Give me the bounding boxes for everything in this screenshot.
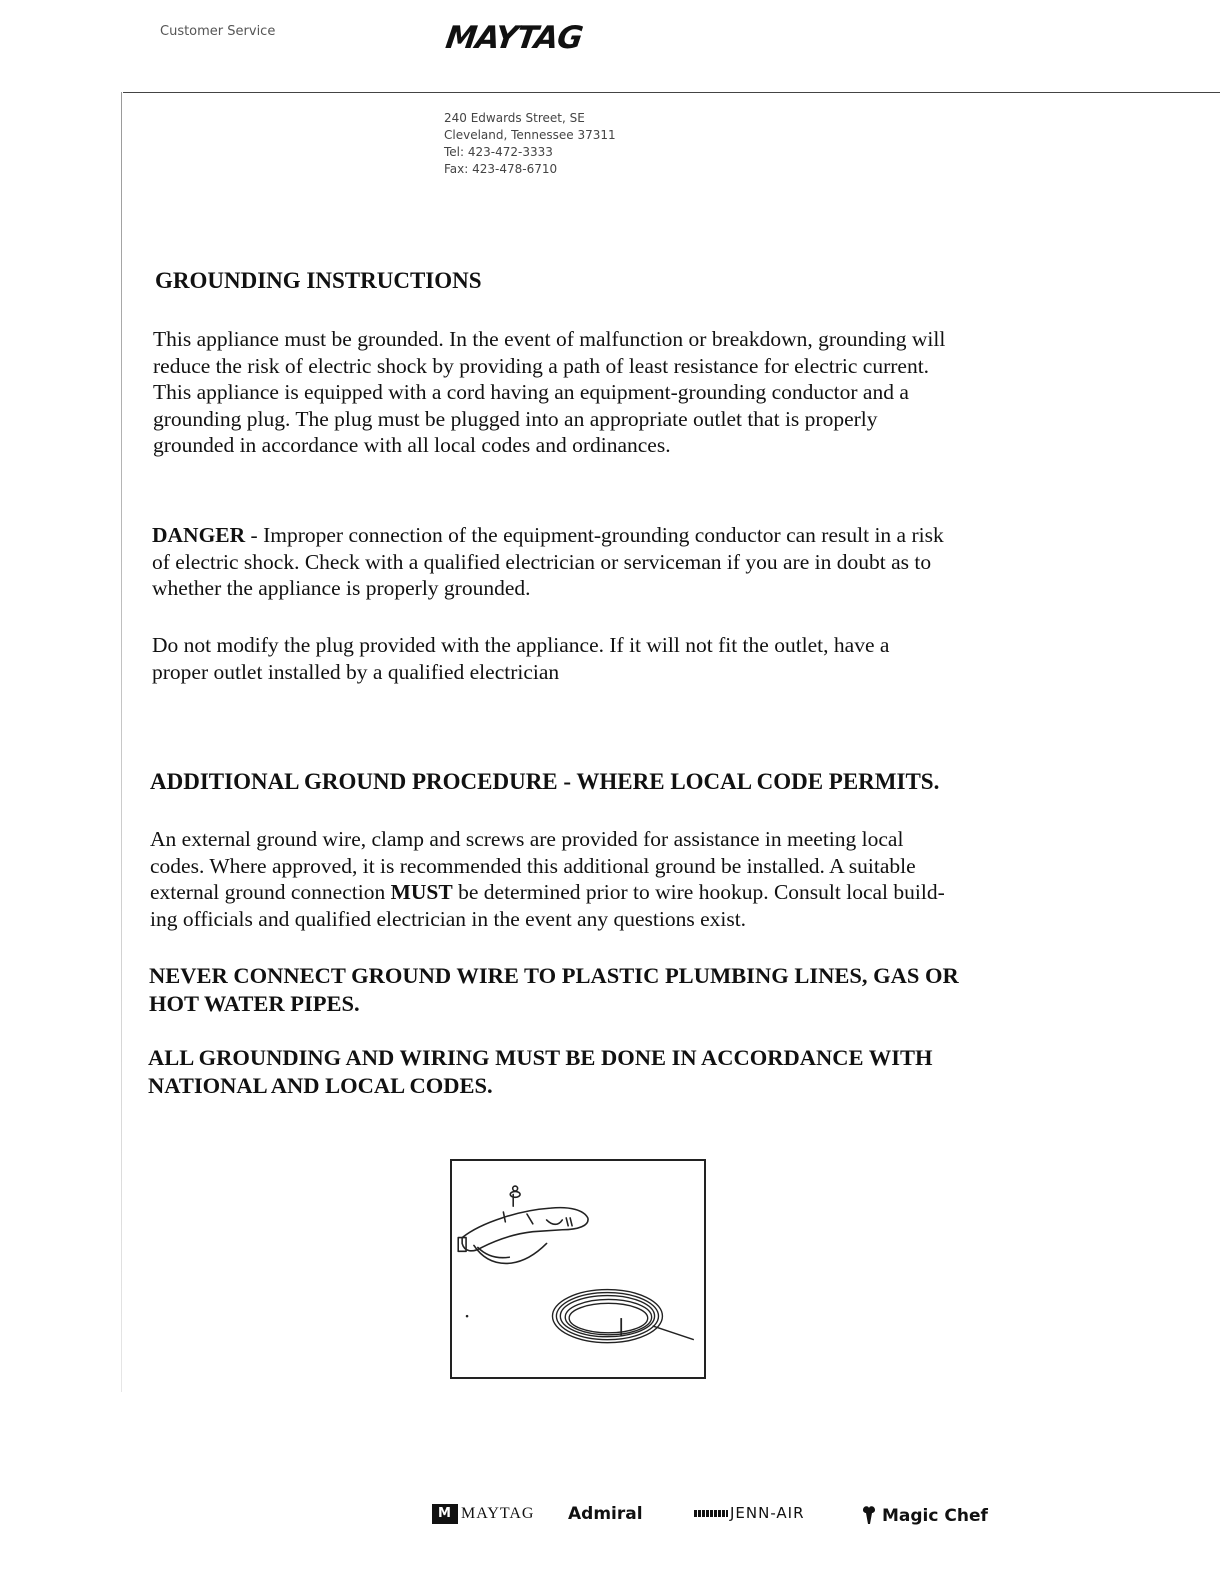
brand-name: JENN-AIR xyxy=(730,1504,805,1522)
address-block xyxy=(444,110,616,178)
text-line: ing officials and qualified electrician in the event any questions exist. xyxy=(150,906,747,931)
brand-name: MAYTAG xyxy=(461,1505,535,1522)
text-line: HOT WATER PIPES. xyxy=(149,991,360,1016)
ground-clamp-icon xyxy=(458,1186,588,1263)
danger-paragraph xyxy=(152,522,944,602)
footer-brand-admiral: Admiral xyxy=(568,1504,643,1524)
brand-name: Magic Chef xyxy=(882,1506,988,1526)
text-line xyxy=(150,879,945,906)
text-line: reduce the risk of electric shock by providing a path of least resistance for electric current. xyxy=(153,353,930,378)
emphasis-must: MUST xyxy=(390,880,453,904)
plug-note-paragraph xyxy=(152,632,889,685)
ground-clamp-and-wire-illustration xyxy=(450,1159,706,1379)
text-line: ALL GROUNDING AND WIRING MUST BE DONE IN ACCORDANCE WITH xyxy=(148,1045,933,1070)
clamp-wire-drawing xyxy=(452,1161,704,1377)
grounding-heading: GROUNDING INSTRUCTIONS xyxy=(155,268,482,293)
text-line: NATIONAL AND LOCAL CODES. xyxy=(148,1073,493,1098)
never-connect-warning xyxy=(149,962,959,1018)
text-line xyxy=(152,522,944,549)
danger-label: DANGER xyxy=(152,523,246,547)
address-city: Cleveland, Tennessee 37311 xyxy=(444,128,616,142)
text-line: grounding plug. The plug must be plugged into an appropriate outlet that is properly xyxy=(153,406,878,431)
text-line: NEVER CONNECT GROUND WIRE TO PLASTIC PLUMBING LINES, GAS OR xyxy=(149,963,959,988)
additional-paragraph xyxy=(150,826,945,932)
text-line: codes. Where approved, it is recommended this additional ground be installed. A suitable xyxy=(150,853,916,878)
letterhead-left-rule xyxy=(121,92,122,1392)
text-line: whether the appliance is properly grounded. xyxy=(152,576,531,600)
text-line: grounded in accordance with all local codes and ordinances. xyxy=(153,433,671,457)
address-phone: Tel: 423-472-3333 xyxy=(444,145,553,159)
chef-hat-icon xyxy=(860,1504,878,1528)
all-grounding-warning xyxy=(148,1044,933,1100)
text-segment: external ground connection xyxy=(150,880,391,904)
coiled-wire-icon xyxy=(552,1290,693,1343)
footer-brand-maytag xyxy=(432,1504,534,1524)
address-fax: Fax: 423-478-6710 xyxy=(444,162,558,176)
additional-heading: ADDITIONAL GROUND PROCEDURE - WHERE LOCAL CODE PERMITS. xyxy=(150,769,940,794)
maytag-m-icon: M xyxy=(432,1504,458,1524)
grounding-paragraph xyxy=(153,326,945,459)
danger-text: - Improper connection of the equipment-grounding conductor can result in a risk xyxy=(245,523,944,547)
maytag-logo: MAYTAG xyxy=(443,20,585,56)
footer-brand-magic-chef xyxy=(860,1504,988,1528)
text-line: An external ground wire, clamp and screws are provided for assistance in meeting local xyxy=(150,827,904,851)
letterhead-top-rule xyxy=(123,92,1220,93)
text-line: This appliance is equipped with a cord having an equipment-grounding conductor and a xyxy=(153,380,909,404)
text-line: Do not modify the plug provided with the appliance. If it will not fit the outlet, have a xyxy=(152,633,890,657)
text-line: of electric shock. Check with a qualified electrician or serviceman if you are in doubt as to xyxy=(152,549,932,574)
department-label: Customer Service xyxy=(160,24,276,39)
jenn-air-bar-icon xyxy=(694,1510,728,1517)
text-line: proper outlet installed by a qualified electrician xyxy=(152,659,560,684)
text-segment: be determined prior to wire hookup. Consult local build- xyxy=(452,880,945,904)
footer-brand-jenn-air xyxy=(694,1504,805,1522)
speck xyxy=(466,1315,469,1318)
text-line: This appliance must be grounded. In the event of malfunction or breakdown, grounding will xyxy=(153,327,946,351)
address-street: 240 Edwards Street, SE xyxy=(444,111,585,125)
